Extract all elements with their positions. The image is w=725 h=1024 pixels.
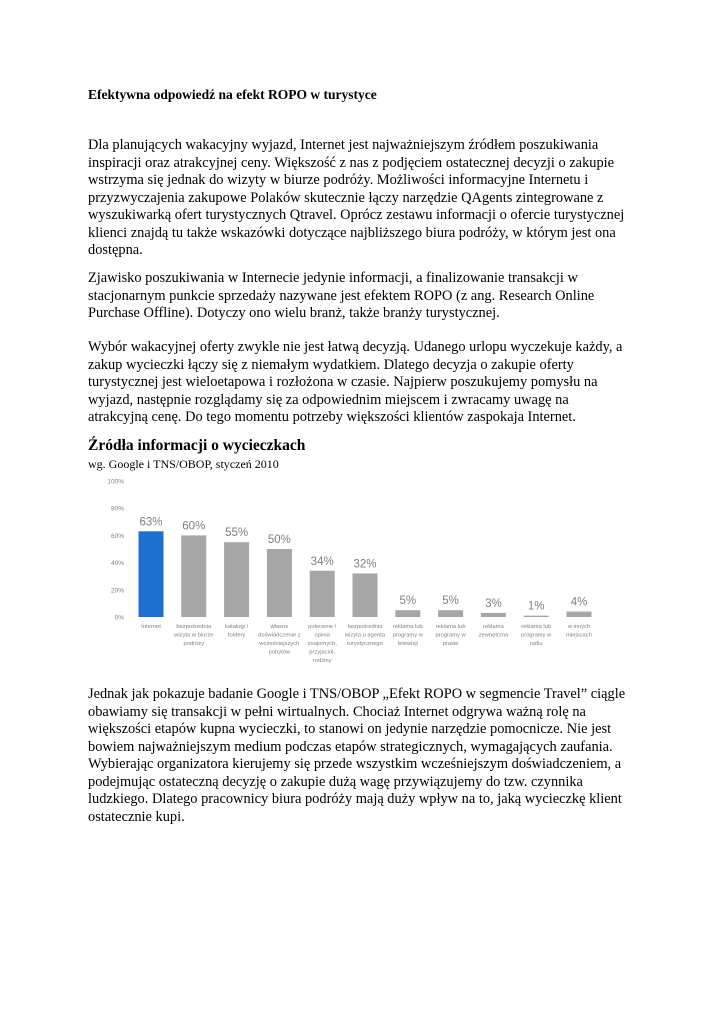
text-line: dostępna. — [88, 242, 143, 258]
category-label-line: wcześniejszych — [259, 641, 300, 647]
text-line: ostatecznie kupi. — [88, 808, 185, 825]
category-label-line: radiu — [529, 641, 543, 647]
bar — [567, 612, 592, 617]
bar — [524, 616, 549, 617]
category-label-line: zewnętrzna — [478, 632, 509, 639]
text-line: inspiracji oraz atrakcyjnej ceny. Większość z nas z podjęciem ostatecznej decyzji o zakupie — [88, 154, 615, 171]
text-line: bowiem najważniejszym medium podczas etapów strategicznych, wymagających zaufania. — [88, 738, 613, 755]
bar — [395, 610, 420, 617]
category-label-line: telewizji — [397, 641, 418, 647]
category-label-line: programy w — [435, 632, 466, 639]
chart-subheading: wg. Google i TNS/OBOP, styczeń 2010 — [88, 457, 279, 471]
category-label-line: podróży — [183, 641, 205, 647]
category-label-line: wizyta w biurze — [174, 632, 214, 639]
text-line: większości etapów kupna wycieczki, to stanowi on jedynie narzędzie pomocnicze. Nie jest — [88, 721, 612, 737]
text-line: przyzwyczajenia zakupowe Polaków skutecznie łączy narzędzie QAgents zintegrowane z — [88, 189, 604, 206]
paragraph-intro — [88, 137, 648, 260]
category-label — [435, 624, 466, 647]
text-line: Wybór wakacyjnej oferty zwykle nie jest łatwą decyzją. Udanego urlopu wyczekuje każdy, a — [88, 339, 623, 355]
category-label — [308, 624, 338, 664]
y-tick-label: 20% — [110, 587, 124, 595]
category-label-line: reklama lub — [435, 624, 466, 630]
text-line: zakup wycieczki łączy się z niemałym wydatkiem. Dlatego decyzja o zakupie oferty — [88, 356, 574, 373]
category-label-line: turystycznego — [347, 641, 383, 647]
bar — [181, 535, 206, 617]
category-label-line: bezpośrednia — [347, 624, 383, 630]
text-line: Dla planujących wakacyjny wyjazd, Internet jest najważniejszym źródłem poszukiwania — [88, 137, 599, 153]
document-title: Efektywna odpowiedź na efekt ROPO w turystyce — [88, 87, 377, 102]
text-line: wstrzyma się jednak do wizyty w biurze podróży. Możliwości informacyjne Internetu i — [88, 172, 589, 188]
category-label — [258, 624, 301, 656]
text-line: Purchase Offline). Dotyczy ono wielu branż, także branży turystycznej. — [88, 305, 500, 321]
category-label-line: programy w — [521, 632, 552, 639]
category-label-line: polecenie \ — [308, 624, 337, 630]
category-label-line: doświadczenie z — [258, 632, 301, 639]
paragraph-ropo-definition — [88, 270, 648, 323]
category-label — [566, 624, 592, 639]
paragraph-conclusion — [88, 686, 648, 826]
category-label-line: pobytów — [268, 649, 291, 656]
bar — [267, 549, 292, 617]
category-label — [393, 624, 424, 647]
category-label-line: programy w — [392, 632, 423, 639]
text-line: Wybierając organizatora kierujemy się przede wszystkim wcześniejszym doświadczeniem, a — [88, 756, 622, 772]
bar — [438, 610, 463, 617]
text-line: podejmując ostateczną decyzję o zakupie dużą wagę przywiązujemy do tzw. czynnika — [88, 773, 583, 790]
category-label-line: wizyta u agenta — [344, 632, 386, 639]
y-tick-label: 60% — [110, 532, 124, 540]
sources-bar-chart — [80, 472, 620, 672]
bar-value-label: 3% — [485, 597, 502, 610]
bar — [224, 542, 249, 617]
category-label-line: prasie — [442, 641, 459, 647]
category-label-line: Internet — [141, 624, 161, 630]
text-line: obawiamy się transakcji w pełni wirtualnych. Chociaż Internet odgrywa ważną rolę na — [88, 703, 586, 720]
bar-value-label: 50% — [267, 534, 291, 546]
y-tick-label: 40% — [110, 560, 124, 568]
y-tick-label: 100% — [107, 478, 124, 486]
bar-value-label: 4% — [570, 596, 588, 609]
text-line: wyszukiwarką ofert turystycznych Qtravel. Oprócz zestawu informacji o ofercie turystycznej — [88, 207, 625, 223]
text-line: atrakcyjną cenę. Do tego momentu potrzeby większości klientów zaspokaja Internet. — [88, 409, 576, 425]
bar-value-label: 5% — [399, 595, 417, 608]
category-label-line: katalogi \ — [224, 624, 249, 630]
category-label-line: bezpośrednia — [176, 624, 212, 630]
category-label-line: reklama lub — [521, 624, 552, 630]
category-label-line: rodziny — [312, 658, 332, 664]
category-label — [521, 624, 552, 647]
bar — [353, 573, 378, 617]
text-line: Jednak jak pokazuje badanie Google i TNS/OBOP „Efekt ROPO w segmencie Travel” ciągle — [88, 686, 626, 702]
bar-value-label: 55% — [225, 527, 249, 540]
y-tick-label: 0% — [114, 614, 124, 622]
bar — [481, 613, 506, 617]
text-line: wyjazd, następnie rozglądamy się za odpowiednim miejscem i zwracamy uwagę na — [88, 391, 569, 408]
category-label — [479, 624, 509, 639]
paragraph-decision-process — [88, 339, 648, 427]
bar-value-label: 60% — [182, 520, 206, 533]
text-line: ludzkiego. Dlatego pracownicy biura podróży mają duży wpływ na to, jaką wycieczkę klient — [88, 791, 622, 807]
bar-value-label: 63% — [139, 516, 163, 529]
category-label-line: opinia — [314, 632, 330, 639]
text-line: stacjonarnym punkcie sprzedaży nazywane jest efektem ROPO (z ang. Research Online — [88, 287, 595, 304]
category-label-line: w innych — [567, 624, 591, 630]
bar-value-label: 1% — [527, 600, 545, 613]
category-label-line: własne — [270, 624, 289, 630]
category-label-line: przyjaciół, — [309, 649, 336, 656]
text-line: klienci znajdą tu także wskazówki dotyczące najbliższego biura podróży, w którym jest ona — [88, 224, 616, 241]
category-label-line: reklama — [483, 624, 504, 630]
y-tick-label: 80% — [110, 505, 124, 513]
category-label — [173, 624, 213, 647]
bar-value-label: 32% — [353, 558, 377, 571]
bar-value-label: 5% — [442, 595, 459, 608]
bar — [310, 571, 335, 617]
text-line: turystycznej jest wieloetapowa i rozłożona w czasie. Najpierw poszukujemy pomysłu na — [88, 374, 598, 390]
category-label — [141, 624, 161, 630]
chart-heading: Źródła informacji o wycieczkach — [88, 437, 306, 454]
category-label-line: miejscach — [566, 632, 592, 639]
category-label-line: znajomych, — [307, 641, 337, 647]
category-label-line: foldery — [227, 632, 246, 639]
bar — [139, 531, 164, 617]
bar-value-label: 34% — [310, 555, 334, 568]
text-line: Zjawisko poszukiwania w Internecie jedynie informacji, a finalizowanie transakcji w — [88, 270, 578, 286]
category-label-line: reklama lub — [392, 624, 423, 630]
category-label — [225, 624, 249, 639]
category-label — [344, 624, 386, 647]
